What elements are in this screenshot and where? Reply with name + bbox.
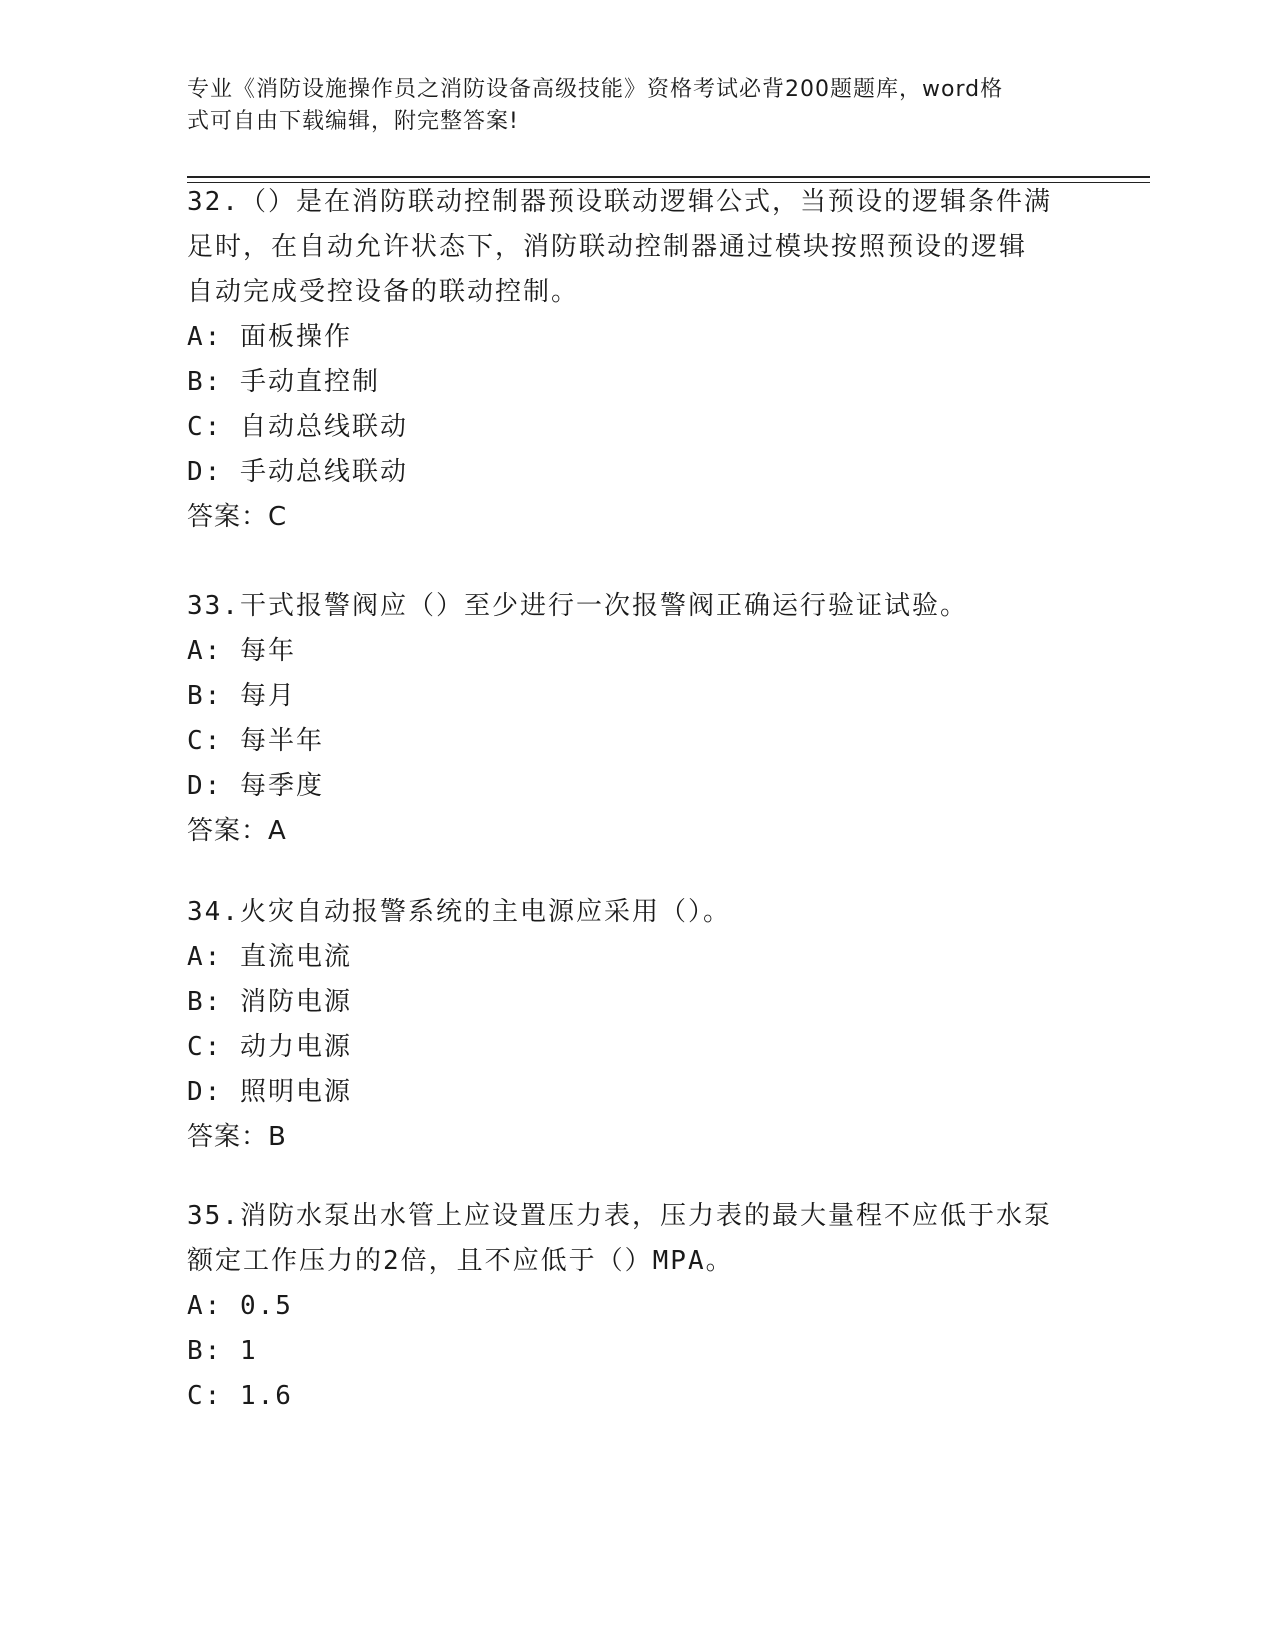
question-stem-line: 34.火灾自动报警系统的主电源应采用（）。 xyxy=(187,897,731,927)
option-d: D: 手动总线联动 xyxy=(187,457,408,487)
question-35 xyxy=(187,1194,1087,1419)
header-divider-thick xyxy=(187,176,1150,178)
option-b: B: 每月 xyxy=(187,681,296,711)
option-b: B: 手动直控制 xyxy=(187,367,380,397)
question-stem-line: 额定工作压力的2倍，且不应低于（）MPA。 xyxy=(187,1246,734,1276)
question-stem-line: 33.干式报警阀应（）至少进行一次报警阀正确运行验证试验。 xyxy=(187,591,968,621)
question-34 xyxy=(187,890,1087,1160)
option-a: A: 0.5 xyxy=(187,1291,293,1321)
header-line-2: 式可自由下载编辑，附完整答案! xyxy=(187,109,519,134)
option-c: C: 1.6 xyxy=(187,1381,293,1411)
question-stem-line: 32.（）是在消防联动控制器预设联动逻辑公式，当预设的逻辑条件满 xyxy=(187,187,1052,217)
option-c: C: 自动总线联动 xyxy=(187,412,408,442)
option-c: C: 每半年 xyxy=(187,726,324,756)
option-b: B: 消防电源 xyxy=(187,987,352,1017)
option-b: B: 1 xyxy=(187,1336,258,1366)
header-line-1: 专业《消防设施操作员之消防设备高级技能》资格考试必背200题题库，word格 xyxy=(187,77,1004,102)
question-stem-line: 35.消防水泵出水管上应设置压力表，压力表的最大量程不应低于水泵 xyxy=(187,1201,1052,1231)
option-d: D: 照明电源 xyxy=(187,1077,352,1107)
answer-label: 答案：B xyxy=(187,1122,287,1152)
option-a: A: 面板操作 xyxy=(187,322,352,352)
answer-label: 答案：C xyxy=(187,502,288,532)
question-32 xyxy=(187,180,1087,540)
option-d: D: 每季度 xyxy=(187,771,324,801)
option-c: C: 动力电源 xyxy=(187,1032,352,1062)
question-stem-line: 足时，在自动允许状态下，消防联动控制器通过模块按照预设的逻辑 xyxy=(187,232,1028,262)
option-a: A: 每年 xyxy=(187,636,296,666)
question-33 xyxy=(187,584,1087,854)
option-a: A: 直流电流 xyxy=(187,942,352,972)
document-header xyxy=(187,74,1067,138)
question-stem-line: 自动完成受控设备的联动控制。 xyxy=(187,277,580,307)
answer-label: 答案：A xyxy=(187,816,287,846)
